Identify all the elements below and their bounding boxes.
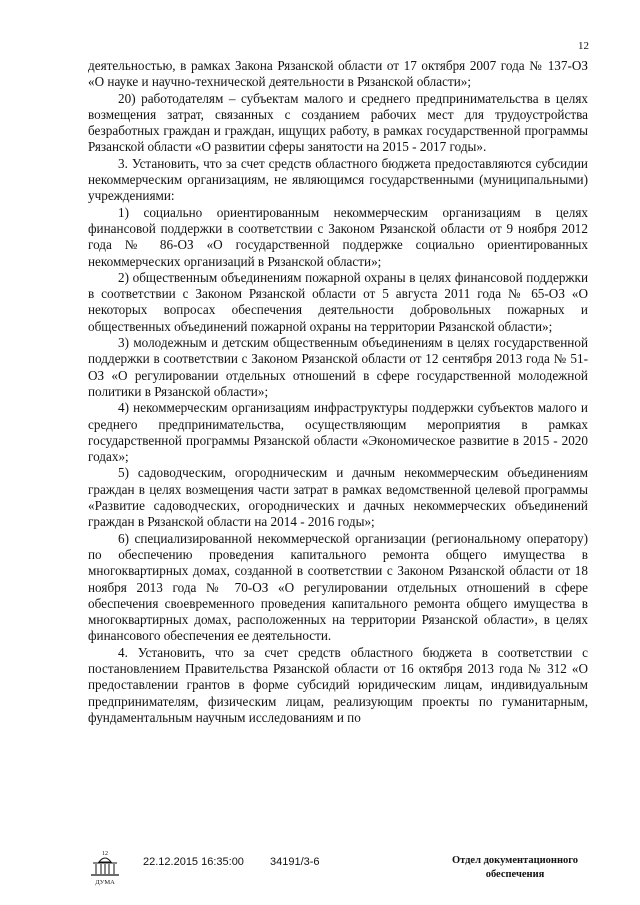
paragraph-item-6: 6) специализированной некоммерческой организации (региональному оператору) по обеспечению проведения капитального ремонта общего имущества в многоквартирных домах, созданной в соответствии с Законом Рязанской области от 18 ноября 2013 года № 70-ОЗ «О регулировании отдельных отношений в сфере обеспечения своевременного проведения капитального ремонта общего имущества в многоквартирных домах, расположенных на территории Рязанской области», в целях финансового обеспечения ее деятельности. xyxy=(88,530,588,644)
paragraph-item-5: 5) садоводческим, огородническим и дачным некоммерческим объединениям граждан в целях возмещения части затрат в рамках ведомственной целевой программы «Развитие садоводческих, огороднических и дачных некоммерческих объединений граждан в Рязанской области на 2014 - 2016 годы»; xyxy=(88,465,588,530)
department-line-2: обеспечения xyxy=(485,869,545,880)
document-body xyxy=(88,58,588,726)
paragraph-item-20: 20) работодателям – субъектам малого и среднего предпринимательства в целях возмещения затрат, связанных с созданием рабочих мест для трудоустройства безработных граждан и граждан, ищущих работу, в рамках государственной программы Рязанской области «О развитии сферы занятости на 2015 - 2017 годы». xyxy=(88,90,588,155)
duma-logo xyxy=(85,848,125,888)
duma-building-icon xyxy=(85,848,125,888)
paragraph-item-1: 1) социально ориентированным некоммерческим организациям в целях финансовой поддержки в соответствии с Законом Рязанской области от 9 ноября 2012 года № 86-ОЗ «О государственной поддержке социально ориентированных некоммерческих организаций в Рязанской области»; xyxy=(88,204,588,269)
paragraph-item-2: 2) общественным объединениям пожарной охраны в целях финансовой поддержки в соответствии с Законом Рязанской области от 5 августа 2011 года № 65-ОЗ «О некоторых вопросах обеспечения деятельности добровольных пожарных и общественных объединений пожарной охраны на территории Рязанской области»; xyxy=(88,269,588,334)
paragraph-section-3: 3. Установить, что за счет средств областного бюджета предоставляются субсидии некоммерческим организациям, не являющимся государственными (муниципальными) учреждениями: xyxy=(88,155,588,204)
paragraph-section-4: 4. Установить, что за счет средств областного бюджета в соответствии с постановлением Правительства Рязанской области от 16 октября 2013 года № 312 «О предоставлении грантов в форме субсидий юридическим лицам, индивидуальным предпринимателям, физическим лицам, реализующим проекты по гуманитарным, фундаментальным научным исследованиям и по xyxy=(88,644,588,725)
paragraph-item-3: 3) молодежным и детским общественным объединениям в целях государственной поддержки в соответствии с Законом Рязанской области от 12 сентября 2013 года № 51-ОЗ «О регулировании отдельных отношений в сфере государственной молодежной политики в Рязанской области»; xyxy=(88,335,588,399)
paragraph-continued: деятельностью, в рамках Закона Рязанской области от 17 октября 2007 года № 137-ОЗ «О науке и научно-технической деятельности в Рязанской области»; xyxy=(88,58,588,90)
logo-number: 12 xyxy=(102,851,108,857)
logo-text: ДУМА xyxy=(95,879,115,886)
document-footer xyxy=(0,840,640,905)
paragraph-item-4: 4) некоммерческим организациям инфраструктуры поддержки субъектов малого и среднего предпринимательства, осуществляющим мероприятия в рамках государственной программы Рязанской области «Экономическое развитие в 2015 - 2020 годах»; xyxy=(88,400,588,465)
registration-date: 22.12.2015 16:35:00 xyxy=(143,856,244,868)
page-number: 12 xyxy=(578,40,589,52)
department-stamp xyxy=(440,854,590,882)
department-line-1: Отдел документационного xyxy=(451,855,579,866)
registration-code: 34191/3-6 xyxy=(270,856,320,868)
